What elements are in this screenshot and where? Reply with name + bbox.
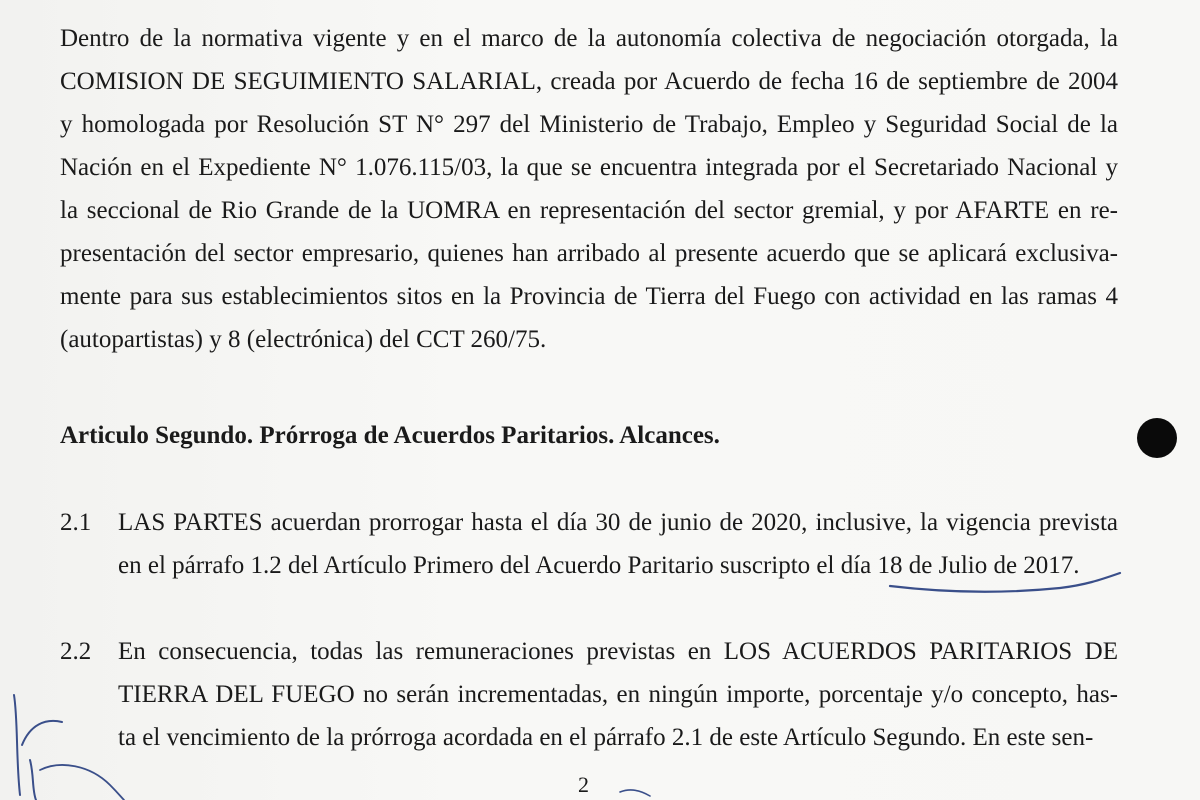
signature-stroke xyxy=(30,760,36,800)
paragraph-line: presentación del sector empresario, quienes han arribado al presente acuerdo que se aplicará exclusiva- xyxy=(60,240,1118,267)
pen-underline-mark xyxy=(890,573,1120,592)
paragraph-line: Nación en el Expediente N° 1.076.115/03, la que se encuentra integrada por el Secretariado Nacional y xyxy=(60,154,1118,181)
clause-line: en el párrafo 1.2 del Artículo Primero del Acuerdo Paritario suscripto el día 18 de Julio de 2017. xyxy=(118,552,1080,579)
clause-line: LAS PARTES acuerdan prorrogar hasta el día 30 de junio de 2020, inclusive, la vigencia prevista xyxy=(118,509,1118,536)
signature-stroke xyxy=(14,695,20,795)
signature-stroke xyxy=(40,765,124,800)
clause-line: TIERRA DEL FUEGO no serán incrementadas, en ningún importe, porcentaje y/o concepto, has- xyxy=(118,681,1118,708)
clause-line: ta el vencimiento de la prórroga acordada en el párrafo 2.1 de este Artículo Segundo. En este sen- xyxy=(118,724,1094,751)
clause-line: En consecuencia, todas las remuneraciones previstas en LOS ACUERDOS PARITARIOS DE xyxy=(118,638,1118,665)
paragraph-line: Dentro de la normativa vigente y en el marco de la autonomía colectiva de negociación otorgada, la xyxy=(60,25,1118,52)
paragraph-line: COMISION DE SEGUIMIENTO SALARIAL, creada por Acuerdo de fecha 16 de septiembre de 2004 xyxy=(60,68,1118,95)
signature-stroke xyxy=(620,790,650,796)
paragraph-line: mente para sus establecimientos sitos en la Provincia de Tierra del Fuego con actividad en las ramas 4 xyxy=(60,283,1118,310)
page-number: 2 xyxy=(578,772,589,797)
signature-stroke xyxy=(22,721,62,745)
paragraph-line: la seccional de Rio Grande de la UOMRA en representación del sector gremial, y por AFARTE en re- xyxy=(60,197,1118,224)
clause-number: 2.1 xyxy=(60,509,92,536)
paragraph-line: (autopartistas) y 8 (electrónica) del CCT 260/75. xyxy=(60,326,547,353)
article-heading: Articulo Segundo. Prórroga de Acuerdos Paritarios. Alcances. xyxy=(60,422,720,449)
paragraph-line: y homologada por Resolución ST N° 297 del Ministerio de Trabajo, Empleo y Seguridad Social de la xyxy=(60,111,1118,138)
clause-number: 2.2 xyxy=(60,638,92,665)
